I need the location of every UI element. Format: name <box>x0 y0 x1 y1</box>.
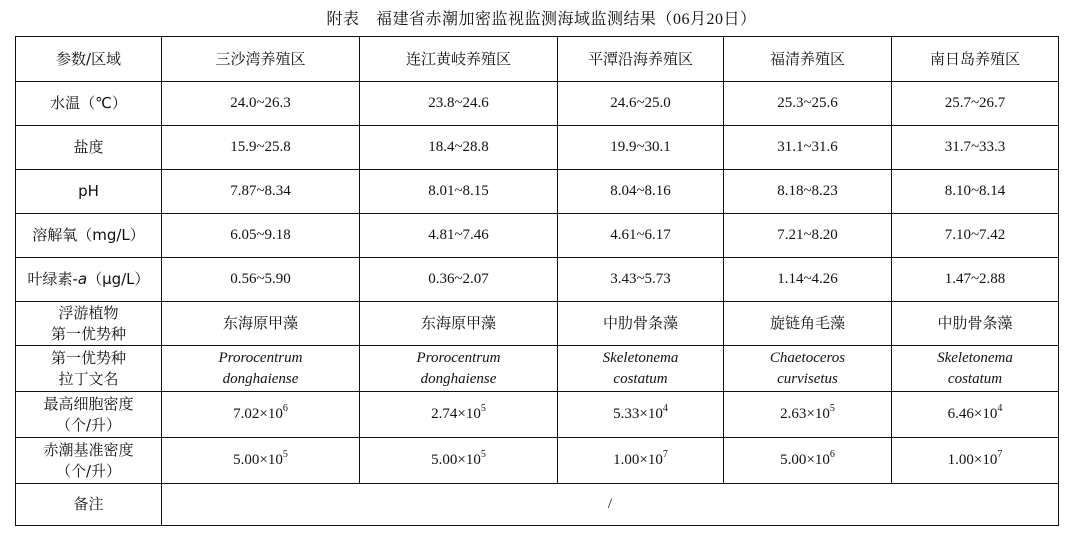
header-row <box>16 37 1059 82</box>
table-cell <box>724 392 892 438</box>
table-row <box>16 438 1059 484</box>
label-line: 第一优势种 <box>50 348 126 367</box>
table-cell <box>360 392 558 438</box>
latin-genus: Skeletonema <box>937 349 1013 366</box>
density-exponent: 6 <box>282 403 288 414</box>
table-row <box>16 82 1059 126</box>
density-exponent: 5 <box>829 403 835 414</box>
table-cell: 中肋骨条藻 <box>558 302 724 346</box>
latin-genus: Prorocentrum <box>416 349 501 366</box>
table-cell: 6.05~9.18 <box>162 214 360 258</box>
row-label-dominant-species <box>16 302 162 346</box>
monitoring-results-table <box>15 36 1059 526</box>
table-cell: 24.6~25.0 <box>558 82 724 126</box>
header-region: 连江黄岐养殖区 <box>360 37 558 82</box>
table-row <box>16 302 1059 346</box>
table-cell <box>360 438 558 484</box>
table-cell: 8.01~8.15 <box>360 170 558 214</box>
header-region: 平潭沿海养殖区 <box>558 37 724 82</box>
density-exponent: 5 <box>282 449 288 460</box>
label-line: 赤潮基准密度 <box>43 440 134 459</box>
table-cell: 7.21~8.20 <box>724 214 892 258</box>
table-cell: 19.9~30.1 <box>558 126 724 170</box>
table-cell: 4.81~7.46 <box>360 214 558 258</box>
label-part: （μg/L） <box>87 270 150 288</box>
table-cell: 中肋骨条藻 <box>892 302 1059 346</box>
label-line: 最高细胞密度 <box>43 394 134 413</box>
table-cell <box>162 438 360 484</box>
table-cell: 旋链角毛藻 <box>724 302 892 346</box>
table-cell <box>892 392 1059 438</box>
header-region: 南日岛养殖区 <box>892 37 1059 82</box>
header-region: 福清养殖区 <box>724 37 892 82</box>
table-cell: 8.04~8.16 <box>558 170 724 214</box>
table-cell <box>724 346 892 392</box>
table-cell <box>892 346 1059 392</box>
table-cell <box>558 346 724 392</box>
row-label-red-tide-threshold <box>16 438 162 484</box>
latin-genus: Skeletonema <box>602 349 679 366</box>
table-cell: 1.14~4.26 <box>724 258 892 302</box>
table-cell <box>892 438 1059 484</box>
label-line: 浮游植物 <box>58 303 119 322</box>
density-mantissa: 1.00×10 <box>947 452 998 468</box>
table-cell: 24.0~26.3 <box>162 82 360 126</box>
row-label-ph: pH <box>16 170 162 214</box>
table-cell: 8.18~8.23 <box>724 170 892 214</box>
table-cell: 0.56~5.90 <box>162 258 360 302</box>
density-mantissa: 7.02×10 <box>233 406 283 422</box>
table-cell: 31.1~31.6 <box>724 126 892 170</box>
density-exponent: 7 <box>997 449 1003 460</box>
density-mantissa: 1.00×10 <box>613 452 663 468</box>
latin-species: donghaiense <box>222 370 299 387</box>
table-cell: 23.8~24.6 <box>360 82 558 126</box>
row-label-max-cell-density <box>16 392 162 438</box>
table-cell <box>360 346 558 392</box>
table-cell <box>558 392 724 438</box>
density-mantissa: 2.63×10 <box>780 406 830 422</box>
label-line: 第一优势种 <box>50 324 126 343</box>
table-cell <box>162 346 360 392</box>
latin-species: costatum <box>947 370 1003 387</box>
density-exponent: 5 <box>480 449 486 460</box>
table-row <box>16 346 1059 392</box>
label-line: （个/升） <box>55 461 122 480</box>
table-cell: 东海原甲藻 <box>360 302 558 346</box>
row-label-salinity: 盐度 <box>16 126 162 170</box>
table-cell: 15.9~25.8 <box>162 126 360 170</box>
table-cell: 3.43~5.73 <box>558 258 724 302</box>
row-label-dissolved-oxygen: 溶解氧（mg/L） <box>16 214 162 258</box>
table-row <box>16 484 1059 526</box>
table-cell: 7.10~7.42 <box>892 214 1059 258</box>
table-cell: 4.61~6.17 <box>558 214 724 258</box>
table-cell <box>162 392 360 438</box>
density-mantissa: 5.00×10 <box>233 452 283 468</box>
table-cell <box>724 438 892 484</box>
table-row <box>16 258 1059 302</box>
density-mantissa: 5.00×10 <box>780 452 830 468</box>
table-row <box>16 126 1059 170</box>
row-label-water-temperature: 水温（℃） <box>16 82 162 126</box>
density-exponent: 4 <box>997 403 1003 414</box>
latin-species: costatum <box>613 370 668 387</box>
header-param: 参数/区域 <box>16 37 162 82</box>
table-cell: 东海原甲藻 <box>162 302 360 346</box>
table-cell: 7.87~8.34 <box>162 170 360 214</box>
table-row <box>16 214 1059 258</box>
table-cell: 0.36~2.07 <box>360 258 558 302</box>
density-exponent: 4 <box>662 403 668 414</box>
table-cell <box>558 438 724 484</box>
density-exponent: 5 <box>480 403 486 414</box>
label-line: 拉丁文名 <box>58 369 119 388</box>
label-part: 叶绿素- <box>27 270 78 288</box>
table-cell: 25.3~25.6 <box>724 82 892 126</box>
table-cell: 25.7~26.7 <box>892 82 1059 126</box>
table-cell: 18.4~28.8 <box>360 126 558 170</box>
density-exponent: 6 <box>829 449 835 460</box>
table-cell: 8.10~8.14 <box>892 170 1059 214</box>
table-row <box>16 392 1059 438</box>
row-label-chlorophyll <box>16 258 162 302</box>
table-cell: 31.7~33.3 <box>892 126 1059 170</box>
table-cell: 1.47~2.88 <box>892 258 1059 302</box>
latin-genus: Chaetoceros <box>769 349 846 366</box>
latin-genus: Prorocentrum <box>218 349 303 366</box>
latin-species: curvisetus <box>777 370 838 387</box>
density-mantissa: 2.74×10 <box>431 406 481 422</box>
latin-species: donghaiense <box>420 370 497 387</box>
label-part: a <box>77 270 88 288</box>
label-line: （个/升） <box>55 415 122 434</box>
remarks-cell: / <box>162 484 1059 526</box>
density-exponent: 7 <box>662 449 668 460</box>
row-label-latin-name <box>16 346 162 392</box>
header-region: 三沙湾养殖区 <box>162 37 360 82</box>
table-row <box>16 170 1059 214</box>
row-label-remarks: 备注 <box>16 484 162 526</box>
table-caption: 附表 福建省赤潮加密监视监测海域监测结果（06月20日） <box>326 11 757 28</box>
density-mantissa: 6.46×10 <box>947 406 998 422</box>
density-mantissa: 5.00×10 <box>431 452 481 468</box>
density-mantissa: 5.33×10 <box>613 406 663 422</box>
